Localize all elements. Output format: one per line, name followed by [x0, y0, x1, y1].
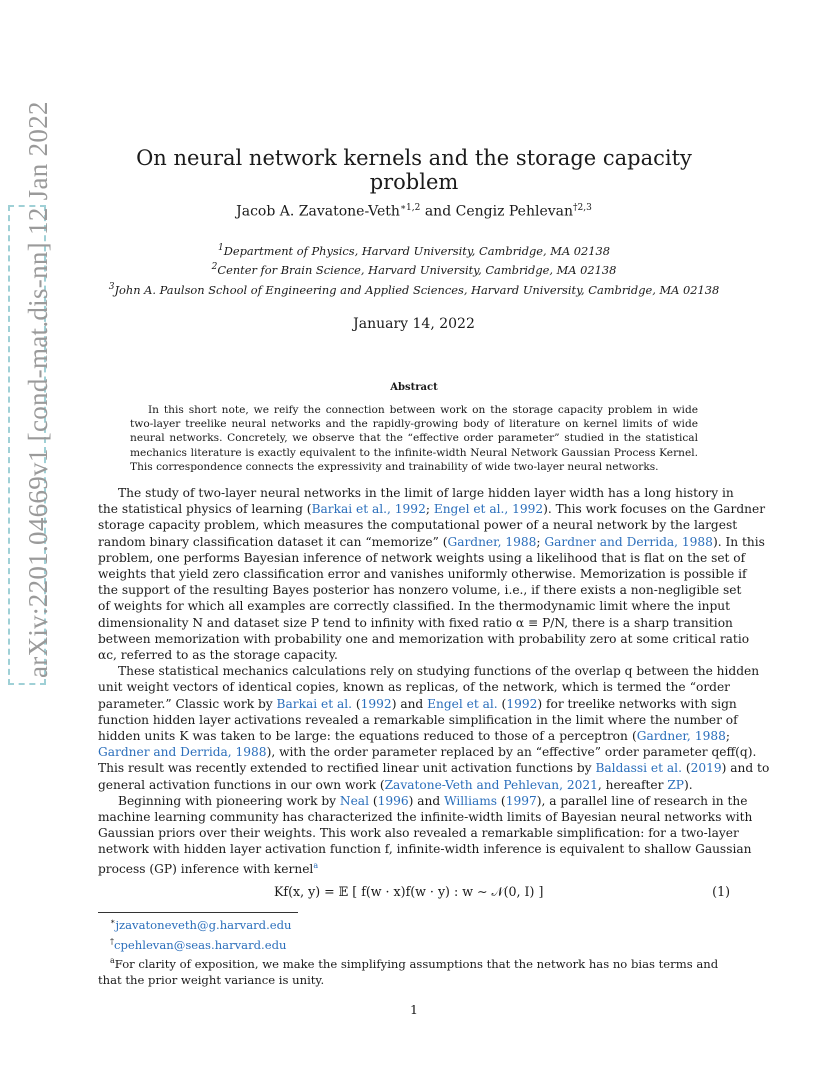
citation-link[interactable]: Gardner and Derrida, 1988: [544, 534, 713, 549]
citation-link[interactable]: Engel et al., 1992: [433, 502, 544, 517]
body-text-run: machine learning community has characterized the infinite-width limits of Bayesian neural networks with: [98, 810, 753, 825]
abstract-line: neural networks. Concretely, we observe that the “effective order parameter” studied in the statistical: [130, 432, 698, 445]
affiliation-2-mark: 2: [211, 262, 218, 273]
email-link-2[interactable]: cpehlevan@seas.harvard.edu: [114, 937, 287, 952]
body-text: [98, 485, 770, 877]
citation-link[interactable]: Gardner and Derrida, 1988: [98, 745, 267, 760]
body-text-run: These statistical mechanics calculations rely on studying functions of the overlap q between the hidden: [118, 664, 760, 679]
body-line: [98, 728, 730, 744]
body-text-run: the statistical physics of learning (: [98, 502, 312, 517]
abstract-heading: Abstract: [390, 382, 438, 393]
author-2-marks: †2,3: [573, 203, 592, 213]
abstract-body: [130, 403, 698, 474]
citation-link[interactable]: 1992: [360, 696, 392, 711]
citation-link[interactable]: ZP: [667, 777, 685, 792]
abstract-line: This correspondence connects the expressivity and trainability of wide two-layer neural networks.: [130, 460, 659, 473]
body-text-run: , hereafter: [597, 777, 668, 792]
body-text-run: Beginning with pioneering work by: [118, 793, 340, 808]
author-line: [100, 203, 728, 220]
body-line: [98, 534, 765, 550]
body-text-run: between memorization with probability one and memorization with probability zero at some critical ratio: [98, 631, 750, 646]
author-1-name: Jacob A. Zavatone-Veth: [236, 203, 400, 220]
affiliation-1: [90, 240, 738, 259]
body-text-run: Gaussian priors over their weights. This work also revealed a remarkable simplification: for a two-layer: [98, 826, 739, 841]
affiliation-1-mark: 1: [217, 243, 224, 253]
body-text-run: ), a parallel line of research in the: [536, 793, 748, 808]
body-line: [98, 825, 739, 841]
equation-expression: Kf(x, y) = 𝔼 [ f(w · x)f(w · y) : w ∼ 𝒩(0, I) ]: [274, 884, 544, 899]
footnote-1: [98, 914, 730, 934]
footnote-2: [98, 934, 730, 954]
body-line: [98, 631, 750, 647]
body-line: [98, 793, 748, 809]
citation-link[interactable]: Barkai et al.: [276, 696, 353, 711]
body-line: [98, 809, 753, 825]
footnote-1-mark: ∗: [110, 917, 116, 926]
equation-number: (1): [712, 884, 730, 899]
body-text-run: problem, one performs Bayesian inference of network weights using a likelihood that is flat on the set of: [98, 550, 746, 565]
body-text-run: process (GP) inference with kernel: [98, 861, 314, 876]
body-text-run: This result was recently extended to rectified linear unit activation functions by: [98, 761, 596, 776]
body-text-run: general activation functions in our own work (: [98, 777, 385, 792]
body-text-run: ) and to: [721, 761, 770, 776]
body-line: [98, 679, 730, 695]
footnote-rule: [98, 912, 298, 913]
citation-link[interactable]: 1997: [505, 793, 537, 808]
abstract-line: In this short note, we reify the connection between work on the storage capacity problem in wide: [148, 404, 698, 416]
body-text-run: the support of the resulting Bayes posterior has nonzero volume, i.e., if there exists a non-negligible set: [98, 583, 742, 598]
body-text-run: (: [352, 696, 361, 711]
body-line: [98, 615, 733, 631]
body-text-run: ), with the order parameter replaced by an “effective” order parameter qeff(q).: [266, 745, 757, 760]
paper-title: On neural network kernels and the storage capacity problem: [136, 146, 692, 194]
footnote-3-mark: a: [110, 956, 115, 966]
body-text-run: (: [497, 696, 507, 711]
body-text-run: αc, referred to as the storage capacity.: [98, 648, 338, 663]
affiliation-3: [90, 279, 738, 298]
footnote-3: [98, 953, 730, 973]
body-text-run: of weights for which all examples are correctly classified. In the thermodynamic limit where the input: [98, 599, 730, 614]
footnote-3-line-1: For clarity of exposition, we make the simplifying assumptions that the network has no bias terms and: [114, 957, 719, 972]
footnotes: [98, 914, 730, 989]
email-link-1[interactable]: jzavatoneveth@g.harvard.edu: [115, 917, 292, 932]
footnote-3-continued: that the prior weight variance is unity.: [98, 972, 325, 987]
body-line: [98, 501, 766, 517]
affiliation-3-text: John A. Paulson School of Engineering and Applied Sciences, Harvard University, Cambridge, MA 02138: [114, 282, 720, 297]
body-text-run: unit weight vectors of identical copies, known as replicas, of the network, which is termed the “order: [98, 680, 730, 695]
arxiv-stamp: arXiv:2201.04669v1 [cond-mat.dis-nn] 12 Jan 2022: [23, 101, 53, 678]
body-text-run: storage capacity problem, which measures the computational power of a neural network by the largest: [98, 518, 738, 533]
citation-link[interactable]: 1996: [377, 793, 409, 808]
body-text-run: hidden units K was taken to be large: the equations reduced to those of a perceptron (: [98, 729, 637, 744]
body-text-run: ) and: [408, 793, 445, 808]
body-text-run: dimensionality N and dataset size P tend to infinity with fixed ratio α ≡ P/N, there is a sharp transition: [98, 615, 733, 630]
citation-link[interactable]: Baldassi et al.: [595, 761, 682, 776]
citation-link[interactable]: Engel et al.: [427, 696, 498, 711]
citation-link[interactable]: Williams: [444, 793, 498, 808]
body-text-run: (: [681, 761, 691, 776]
author-1-marks: ∗1,2: [399, 203, 421, 213]
author-conjunction: and: [424, 203, 452, 220]
paper-date: January 14, 2022: [353, 316, 475, 332]
body-line: [98, 598, 730, 614]
body-line: [98, 582, 742, 598]
affiliation-1-text: Department of Physics, Harvard University, Cambridge, MA 02138: [223, 243, 611, 258]
body-line: [98, 696, 737, 712]
citation-link[interactable]: Gardner, 1988: [636, 729, 726, 744]
body-line: [98, 550, 746, 566]
citation-link[interactable]: a: [313, 860, 319, 870]
affiliation-2-text: Center for Brain Science, Harvard University, Cambridge, MA 02138: [217, 263, 617, 278]
body-text-run: function hidden layer activations revealed a remarkable simplification in the limit where the number of: [98, 712, 738, 727]
body-text-run: ;: [725, 729, 730, 744]
citation-link[interactable]: 1992: [506, 696, 538, 711]
affiliations: [90, 240, 738, 298]
body-line: [98, 517, 738, 533]
body-text-run: ) and: [391, 696, 428, 711]
body-line: [98, 647, 730, 663]
citation-link[interactable]: Gardner, 1988: [447, 534, 537, 549]
body-text-run: ). In this: [712, 534, 765, 549]
body-text-run: ;: [536, 534, 545, 549]
abstract-line: mechanics literature is exactly equivalent to the infinite-width Neural Network Gaussian Process Kernel.: [130, 446, 698, 459]
affiliation-2: [90, 259, 738, 278]
body-text-run: ;: [425, 502, 434, 517]
body-text-run: The study of two-layer neural networks in the limit of large hidden layer width has a long history in: [118, 486, 734, 500]
body-line: [98, 712, 738, 728]
body-text-run: ) for treelike networks with sign: [537, 696, 737, 711]
footnote-2-mark: †: [110, 936, 114, 946]
citation-link[interactable]: Zavatone-Veth and Pehlevan, 2021: [384, 777, 598, 792]
body-line: [98, 841, 752, 857]
body-line: [98, 566, 747, 582]
citation-link[interactable]: Neal: [339, 793, 369, 808]
body-line: [98, 663, 760, 679]
author-2-name: Cengiz Pehlevan: [455, 203, 574, 220]
citation-link[interactable]: 2019: [690, 761, 722, 776]
body-line: [98, 485, 734, 501]
page-number: 1: [410, 1002, 418, 1017]
body-text-run: ). This work focuses on the Gardner: [543, 502, 766, 517]
body-text-run: (: [497, 793, 506, 808]
body-line: [98, 777, 730, 793]
body-text-run: ).: [684, 777, 693, 792]
body-text-run: network with hidden layer activation function f, infinite-width inference is equivalent to shallow Gaussian: [98, 842, 752, 857]
body-text-run: weights that yield zero classification error and vanishes uniformly otherwise. Memorization is possible if: [98, 567, 747, 582]
abstract-line: two-layer treelike neural networks and the rapidly-growing body of literature on kernel limits of wide: [130, 418, 698, 431]
body-line: [98, 858, 730, 877]
body-text-run: random binary classification dataset it can “memorize” (: [98, 534, 448, 549]
body-line: [98, 744, 757, 760]
affiliation-3-mark: 3: [108, 281, 115, 292]
body-line: [98, 760, 770, 776]
body-text-run: (: [368, 793, 378, 808]
body-text-run: parameter.” Classic work by: [98, 696, 277, 711]
citation-link[interactable]: Barkai et al., 1992: [311, 502, 426, 517]
